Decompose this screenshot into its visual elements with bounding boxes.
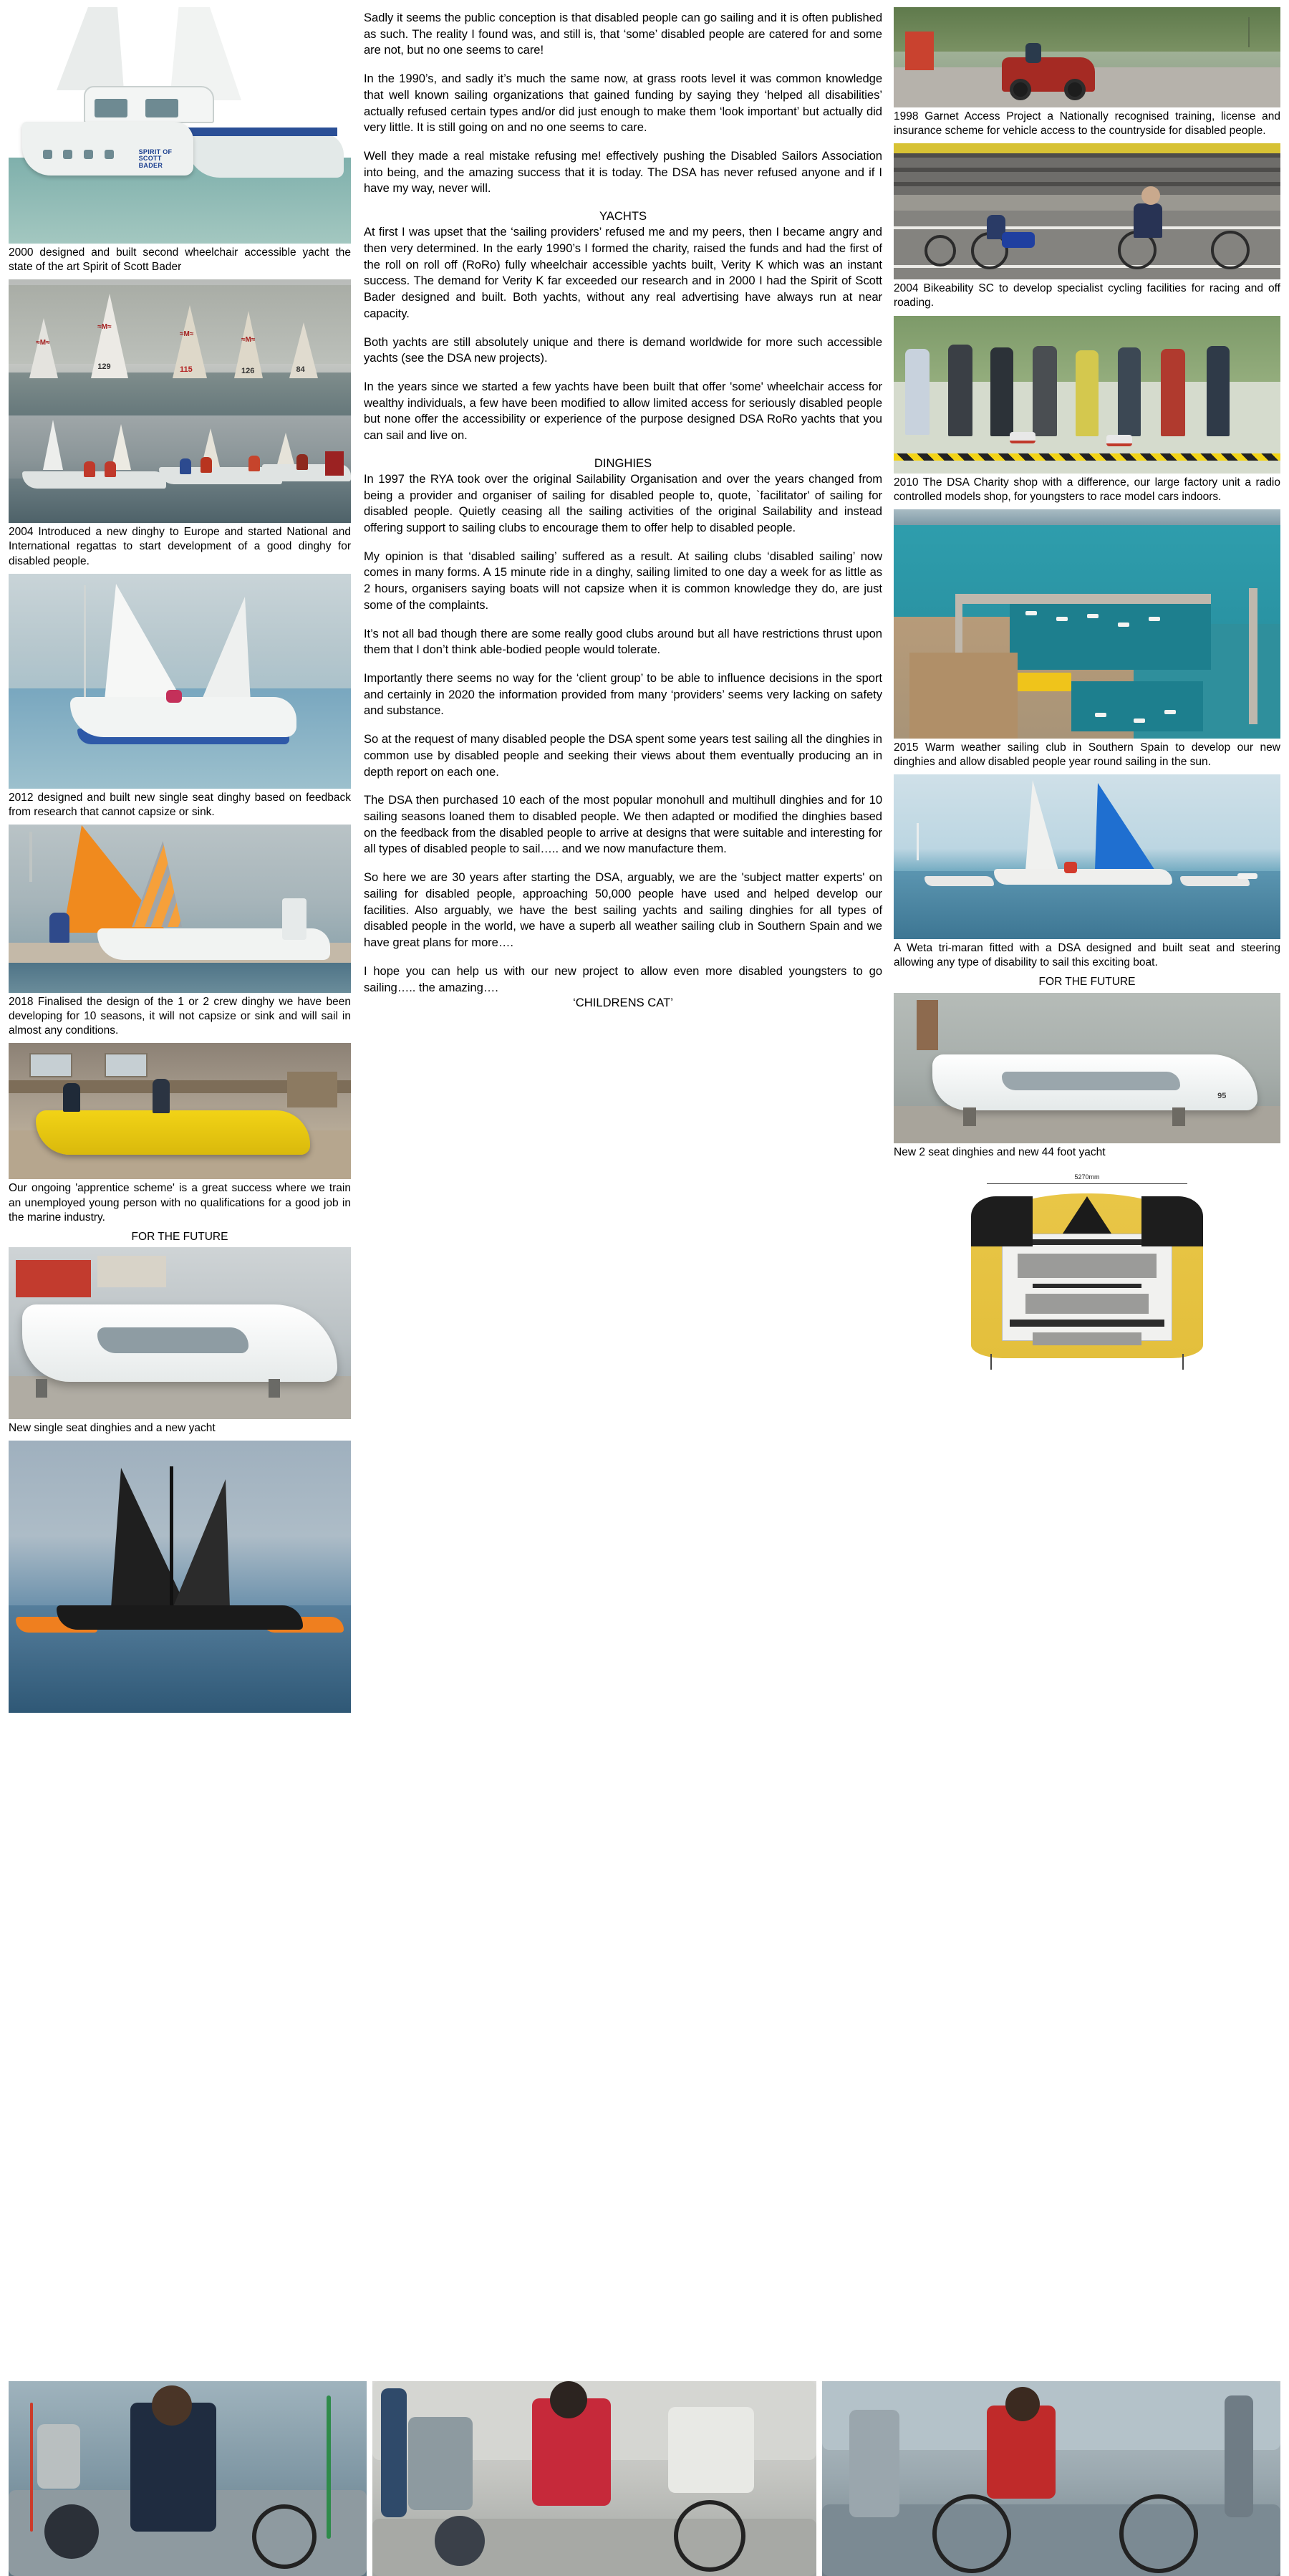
- bikeability-handcycle-wheelchair-photo: [894, 143, 1280, 279]
- caption-garnet-access: 1998 Garnet Access Project a Nationally recognised training, license and insurance scheme for vehicle access to the countryside for disabled people.: [894, 110, 1280, 138]
- workshop-yellow-hull-apprentice-photo: [9, 1043, 351, 1179]
- para-yachts-1: At first I was upset that the ‘sailing providers’ refused me and my peers, then I became angry and then very determined. In the early 1990’s I formed the charity, raised the funds and had the first of the roll on roll off (RoRo) fully wheelchair accessible yachts built, Verity K which was an instant success. The demand for Verity K far exceeded our research and in 2000 I had the Spirit of Scott Bader designed and built. Both yachts, without any real advertising have always run at near capacity.: [364, 225, 882, 320]
- caption-2018-dinghy: 2018 Finalised the design of the 1 or 2 crew dinghy we have been developing for 10 seasons, it will not capsize or sink and will sail in almost any conditions.: [9, 995, 351, 1037]
- for-the-future-heading-right: FOR THE FUTURE: [1038, 976, 1136, 989]
- caption-charity-shop: 2010 The DSA Charity shop with a difference, our large factory unit a radio controlled models shop, for youngsters to race model cars indoors.: [894, 476, 1280, 503]
- left-photo-column: [0, 0, 358, 2576]
- young-wheelchair-sailor-cockpit-photo: [822, 2381, 1280, 2576]
- single-seat-dinghy-blue-hull-photo: [9, 574, 351, 789]
- garnet-access-project-quad-bike-photo: [894, 7, 1280, 107]
- caption-new-single-seat: New single seat dinghies and a new yacht: [9, 1421, 216, 1434]
- caption-new-2-seat: New 2 seat dinghies and new 44 foot yacht: [894, 1145, 1106, 1158]
- dinghies-with-crews-photo: [9, 415, 351, 523]
- spirit-of-scott-bader-catamaran-photo: [9, 7, 351, 244]
- dimension-label: 5270mm: [1074, 1173, 1100, 1181]
- para-intro-2: In the 1990’s, and sadly it’s much the same now, at grass roots level it was common knowledge that well known sailing organizations that gained funding by saying they ‘helped all disabilities’ actually refused certain types and/or did just enough to make them ‘look important’ but actually did very little. It is still going on and no one seems to care.: [364, 72, 882, 135]
- yachts-heading: YACHTS: [599, 209, 647, 224]
- para-intro-3: Well they made a real mistake refusing me! effectively pushing the Disabled Sailors Association into being, and the amazing success that it is today. The DSA has never refused anyone and if I have my way, never will.: [364, 149, 882, 196]
- caption-scott-bader: 2000 designed and built second wheelchair accessible yacht the state of the art Spirit of Scott Bader: [9, 246, 351, 274]
- para-intro-1: Sadly it seems the public conception is that disabled people can go sailing and it is often published as such. The reality I found was, and still is, that ‘some’ disabled people are catered for and some are not, but no one seems to care!: [364, 11, 882, 57]
- dinghies-heading: DINGHIES: [594, 456, 652, 470]
- para-dinghies-3: It’s not all bad though there are some really good clubs around but all have restrictions thrust upon them that I don’t think able-bodied people would tolerate.: [364, 626, 882, 657]
- orange-sail-dinghy-pontoon-photo: [9, 825, 351, 993]
- para-dinghies-4: Importantly there seems no way for the ‘client group’ to be able to influence decisions in the sport and certainly in 2020 the information provided from many ‘providers’ seems very lacking on safety and substance.: [364, 671, 882, 718]
- new-two-seat-dinghy-photo: [894, 993, 1280, 1143]
- southern-spain-marina-aerial-photo: [894, 509, 1280, 739]
- caption-weta-trimaran: A Weta tri-maran fitted with a DSA designed and built seat and steering allowing any type of disability to sail this exciting boat.: [894, 942, 1280, 969]
- wheelchair-user-aboard-yacht-photo: [372, 2381, 816, 2576]
- caption-2004-dinghy: 2004 Introduced a new dinghy to Europe and started National and International regattas to start development of a good dinghy for disabled people.: [9, 526, 351, 567]
- sailor-at-helm-wheelchair-photo: [9, 2381, 367, 2576]
- childrens-cat-cad-plan-drawing: [894, 1165, 1280, 1373]
- para-dinghies-6: The DSA then purchased 10 each of the most popular monohull and multihull dinghies and for 10 sailing seasons loaned them to disabled people. We then adapted or modified the dinghies based on the feedback from the disabled people to arrive at designs that were suitable and interesting for all types of disabled people to sail….. and we now manufacture them.: [364, 793, 882, 856]
- para-dinghies-5: So at the request of many disabled people the DSA spent some years test sailing all the dinghies in common use by disabled people and seeking their views about them eventually producing an in depth report on each one.: [364, 732, 882, 779]
- caption-apprentice-scheme: Our ongoing 'apprentice scheme' is a great success where we train an unemployed young person with no qualifications for a good job in the marine industry.: [9, 1182, 351, 1224]
- new-single-seat-dinghy-photo: [9, 1247, 351, 1419]
- caption-spain-marina: 2015 Warm weather sailing club in Southern Spain to develop our new dinghies and allow disabled people year round sailing in the sun.: [894, 741, 1280, 768]
- caption-bikeability: 2004 Bikeability SC to develop specialist cycling facilities for racing and off roading.: [894, 282, 1280, 309]
- caption-2012-dinghy: 2012 designed and built new single seat dinghy based on feedback from research that cannot capsize or sink.: [9, 791, 351, 818]
- main-text-column: [358, 0, 888, 2576]
- dinghy-fleet-regatta-photo: ≈M≈ ≈M≈ ≈M≈ ≈M≈ 129 115 126 84: [9, 279, 351, 415]
- para-dinghies-2: My opinion is that ‘disabled sailing’ suffered as a result. At sailing clubs ‘disabled sailing’ now comes in many forms. A 15 minute ride in a dinghy, sailing limited to one day a week for as little as 2 hours, organisers saying boats will not capsize when it is common knowledge they do, are just some of the complaints.: [364, 549, 882, 612]
- para-dinghies-8: I hope you can help us with our new project to allow even more disabled youngsters to go sailing….. the amazing….: [364, 963, 882, 994]
- boat-logo-text: SPIRIT OF SCOTT BADER: [138, 148, 173, 169]
- weta-trimaran-blue-sail-photo: [894, 774, 1280, 939]
- dsa-charity-shop-model-cars-photo: [894, 316, 1280, 474]
- para-yachts-3: In the years since we started a few yachts have been built that offer 'some' wheelchair access for wealthy individuals, a few have been modified to allow limited access for seriously disabled people but none offer the accessibility or experience of the purpose designed DSA RoRo yachts that you can sail and live on.: [364, 379, 882, 443]
- bottom-photo-row: [0, 2381, 1289, 2576]
- hull-number-label: 95: [1217, 1091, 1227, 1100]
- para-dinghies-1: In 1997 the RYA took over the original Sailability Organisation and over the years changed from being a provider and organiser of sailing for disabled people to, quote, `facilitator' of sailing for disabled people. Quietly ceasing all the sailing activities of the original Sailability and instead offering support to sailing clubs to encourage them to offer help to disabled people.: [364, 471, 882, 534]
- para-dinghies-7: So here we are 30 years after starting the DSA, arguably, we are the 'subject matter experts' on sailing for disabled people, approaching 50,000 people have used and helped develop our facilities. Also arguably, we have the best sailing yachts and sailing dinghies for all types of disabled people in the world, we have a superb all weather sailing club in Southern Spain and we have great plans for more….: [364, 870, 882, 950]
- para-yachts-2: Both yachts are still absolutely unique and there is demand worldwide for more such accessible yachts (see the DSA new projects).: [364, 335, 882, 365]
- childrens-cat-heading: ‘CHILDRENS CAT’: [573, 996, 673, 1010]
- black-orange-trimaran-photo: [9, 1441, 351, 1713]
- right-photo-column: [888, 0, 1289, 2576]
- for-the-future-heading-left: FOR THE FUTURE: [131, 1230, 228, 1243]
